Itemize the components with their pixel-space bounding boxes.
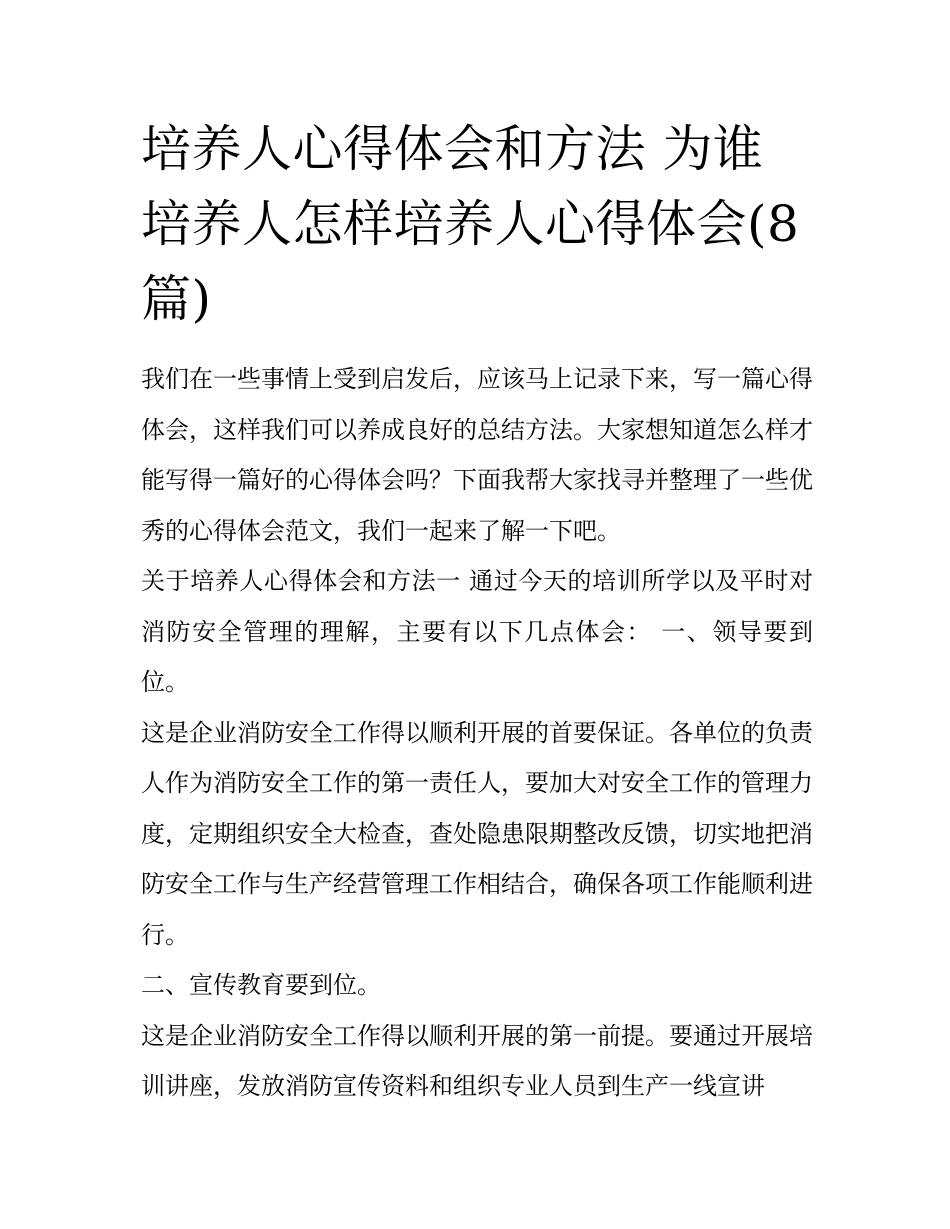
- paragraph-heading-two: 二、宣传教育要到位。: [141, 971, 381, 999]
- document-title: 培养人心得体会和方法 为谁培养人怎样培养人心得体会(8篇): [141, 120, 800, 328]
- document-page: [141, 112, 813, 1112]
- paragraph-leadership: 这是企业消防安全工作得以顺利开展的首要保证。各单位的负责人作为消防安全工作的第一责任人，要加大对安全工作的管理力度，定期组织安全大检查，查处隐患限期整改反馈，切实地把消防安全工作与生产经营管理工作相结合，确保各项工作能顺利进行。: [141, 718, 813, 949]
- paragraph-intro: 我们在一些事情上受到启发后，应该马上记录下来，写一篇心得体会，这样我们可以养成良好的总结方法。大家想知道怎么样才能写得一篇好的心得体会吗？下面我帮大家找寻并整理了一些优秀的心得体会范文，我们一起来了解一下吧。: [141, 365, 813, 545]
- paragraph-section-one: 关于培养人心得体会和方法一 通过今天的培训所学以及平时对消防安全管理的理解，主要有以下几点体会： 一、领导要到位。: [141, 567, 813, 696]
- document-body: [141, 354, 813, 1112]
- paragraph-education: 这是企业消防安全工作得以顺利开展的第一前提。要通过开展培训讲座，发放消防宣传资料和组织专业人员到生产一线宣讲: [141, 1021, 813, 1100]
